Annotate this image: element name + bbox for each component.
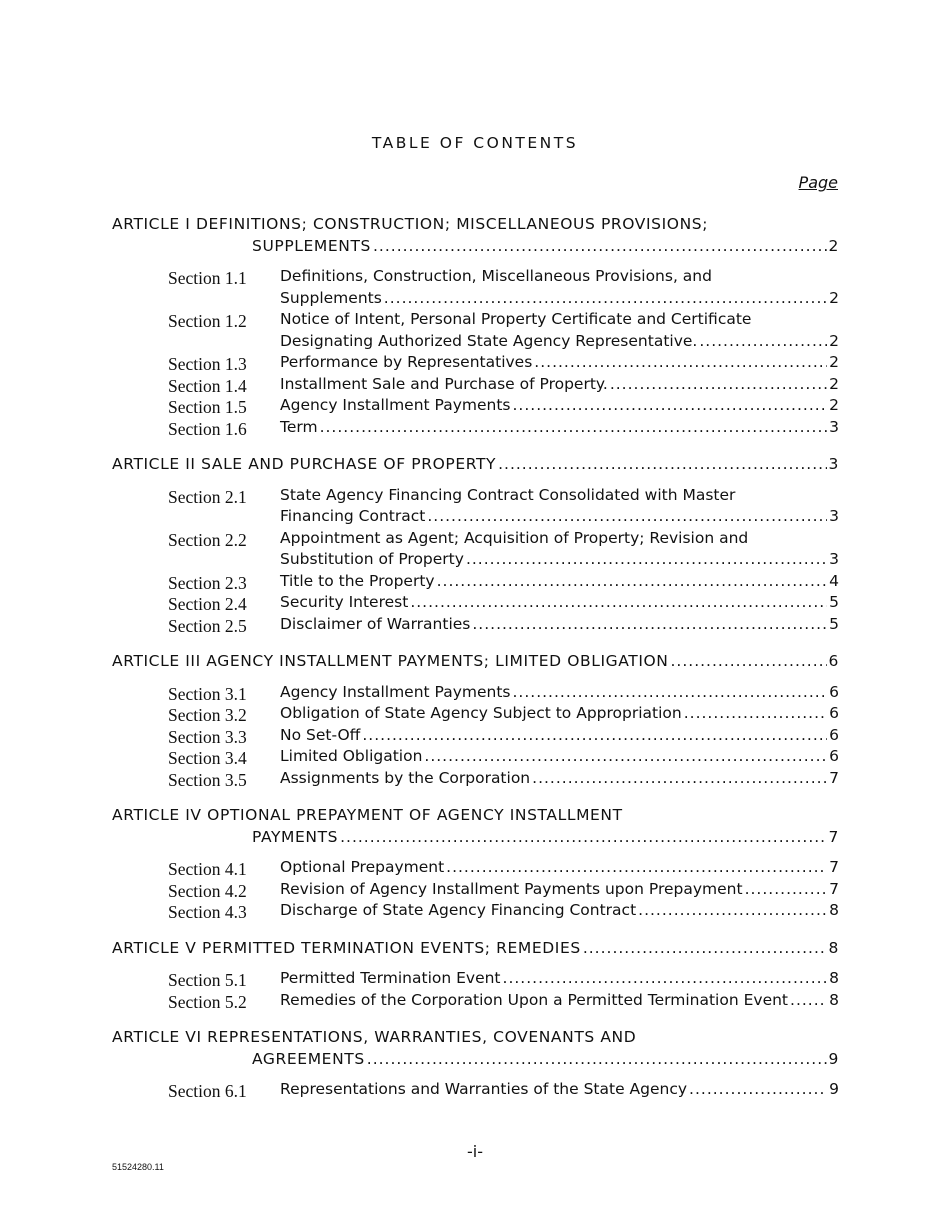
article-heading-text: ARTICLE IV OPTIONAL PREPAYMENT OF AGENCY INSTALLMENT [112, 806, 623, 824]
article-heading-cont-line [112, 1049, 839, 1071]
toc-section-entry[interactable] [112, 857, 839, 879]
toc-section-entry[interactable] [112, 900, 839, 922]
section-title-block [280, 374, 839, 396]
article-heading-line [112, 938, 839, 960]
section-title-block [280, 703, 839, 725]
section-title-text: Limited Obligation [280, 747, 423, 765]
toc-section-entry[interactable] [112, 968, 839, 990]
toc-section-entry[interactable] [112, 768, 839, 790]
section-title-text: Assignments by the Corporation [280, 768, 531, 787]
section-title-line [280, 1079, 839, 1101]
toc-article[interactable] [112, 938, 839, 960]
article-sections [112, 682, 839, 790]
section-title-page-number: 2 [829, 396, 839, 414]
section-number: Section 2.1 [168, 486, 247, 507]
section-title-line [280, 417, 839, 439]
section-title-block [280, 417, 839, 439]
toc-section-entry[interactable] [112, 352, 839, 374]
toc-section-entry[interactable] [112, 571, 839, 593]
article-heading-line [112, 1027, 839, 1049]
section-title-cont-text: Supplements [280, 288, 382, 307]
section-title-page-number: 9 [829, 1080, 839, 1098]
section-title-text: Discharge of State Agency Financing Contract [280, 901, 637, 919]
toc-article[interactable] [112, 454, 839, 476]
section-title-cont-page-number: 2 [829, 331, 839, 350]
section-title-page-number: 7 [829, 768, 839, 787]
section-title-line [280, 374, 839, 396]
page-column-label: Page [798, 173, 838, 192]
section-title-cont-line [280, 506, 839, 528]
section-number: Section 5.1 [168, 970, 247, 990]
section-number: Section 2.5 [168, 615, 247, 636]
article-heading-page-number: 8 [828, 938, 839, 957]
section-title-page-number: 2 [829, 353, 839, 371]
section-title-page-number: 2 [829, 374, 839, 393]
dot-leader [638, 900, 827, 922]
section-title-line [280, 395, 839, 417]
section-number: Section 3.5 [168, 769, 247, 790]
table-of-contents [112, 210, 839, 1117]
section-title-line [280, 352, 839, 374]
section-title-text: State Agency Financing Contract Consolidated with Master [280, 485, 736, 504]
dot-leader [684, 703, 827, 725]
section-title-page-number: 8 [829, 969, 839, 987]
section-title-block [280, 746, 839, 768]
article-sections [112, 485, 839, 636]
section-title-text: Security Interest [280, 593, 409, 611]
section-title-line [280, 768, 839, 790]
section-title-line [280, 614, 839, 636]
section-title-text: Optional Prepayment [280, 858, 445, 876]
section-title-block [280, 768, 839, 790]
section-number: Section 1.2 [168, 311, 247, 331]
article-heading-cont-page-number: 9 [828, 1049, 839, 1068]
section-title-block [280, 309, 839, 352]
dot-leader [384, 288, 827, 310]
section-number: Section 1.1 [168, 268, 247, 288]
toc-section-entry[interactable] [112, 725, 839, 747]
document-id: 51524280.11 [112, 1162, 164, 1172]
section-title-line [280, 968, 839, 990]
section-title-page-number: 7 [829, 879, 839, 898]
section-title-page-number: 7 [829, 858, 839, 876]
section-title-cont-page-number: 2 [829, 288, 839, 307]
section-title-block [280, 682, 839, 704]
section-title-line [280, 592, 839, 614]
section-title-page-number: 8 [829, 990, 839, 1009]
article-heading-text: ARTICLE III AGENCY INSTALLMENT PAYMENTS; LIMITED OBLIGATION [112, 652, 669, 670]
dot-leader [340, 827, 826, 849]
section-title-block [280, 528, 839, 571]
section-title-block [280, 879, 839, 901]
section-title-cont-text: Substitution of Property [280, 550, 464, 568]
section-number: Section 6.1 [168, 1081, 247, 1101]
section-title-page-number: 8 [829, 901, 839, 919]
section-title-cont-line [280, 288, 839, 310]
section-title-block [280, 395, 839, 417]
toc-section-entry[interactable] [112, 309, 839, 352]
section-title-page-number: 5 [829, 593, 839, 611]
article-heading-text: ARTICLE VI REPRESENTATIONS, WARRANTIES, COVENANTS AND [112, 1028, 637, 1046]
section-title-cont-text: Designating Authorized State Agency Representative. [280, 331, 698, 350]
section-title-block [280, 266, 839, 309]
dot-leader [512, 682, 827, 704]
section-number: Section 3.3 [168, 726, 247, 747]
toc-section-entry[interactable] [112, 528, 839, 571]
section-title-block [280, 990, 839, 1012]
section-title-text: Appointment as Agent; Acquisition of Property; Revision and [280, 528, 749, 547]
section-number: Section 3.1 [168, 683, 247, 704]
section-title-block [280, 352, 839, 374]
section-title-line [280, 857, 839, 879]
toc-article[interactable] [112, 1027, 839, 1070]
toc-section-entry[interactable] [112, 266, 839, 309]
section-number: Section 5.2 [168, 991, 247, 1012]
article-heading-cont-line [112, 236, 839, 258]
section-title-line [280, 990, 839, 1012]
section-title-text: Revision of Agency Installment Payments upon Prepayment [280, 879, 743, 898]
section-title-line [280, 879, 839, 901]
section-title-block [280, 592, 839, 614]
section-number: Section 3.4 [168, 748, 247, 768]
article-heading-page-number: 3 [828, 455, 839, 473]
article-heading-cont-page-number: 2 [828, 236, 839, 255]
dot-leader [610, 374, 827, 396]
toc-section-entry[interactable] [112, 417, 839, 439]
dot-leader [745, 879, 828, 901]
section-title-text: Permitted Termination Event [280, 969, 501, 987]
section-title-block [280, 725, 839, 747]
section-title-text: No Set-Off [280, 725, 361, 744]
toc-section-entry[interactable] [112, 614, 839, 636]
article-heading-text: ARTICLE I DEFINITIONS; CONSTRUCTION; MISCELLANEOUS PROVISIONS; [112, 215, 709, 233]
article-heading-line [112, 651, 839, 673]
dot-leader [446, 857, 827, 879]
dot-leader [498, 454, 826, 476]
section-number: Section 1.3 [168, 354, 247, 374]
dot-leader [466, 549, 827, 571]
dot-leader [427, 506, 827, 528]
toc-title: TABLE OF CONTENTS [371, 134, 579, 152]
article-heading-cont-line [112, 827, 839, 849]
section-title-line [280, 682, 839, 704]
section-title-cont-line [280, 331, 839, 353]
section-number: Section 2.2 [168, 529, 247, 550]
section-title-page-number: 3 [829, 417, 839, 436]
section-number: Section 2.4 [168, 594, 247, 614]
section-title-text: Obligation of State Agency Subject to Appropriation [280, 704, 682, 722]
dot-leader [583, 938, 827, 960]
dot-leader [670, 651, 826, 673]
section-title-line [280, 485, 839, 507]
toc-section-entry[interactable] [112, 746, 839, 768]
dot-leader [424, 746, 827, 768]
article-sections [112, 266, 839, 438]
article-heading-page-number: 6 [828, 652, 839, 670]
section-title-line [280, 725, 839, 747]
article-heading-line [112, 454, 839, 476]
section-title-text: Notice of Intent, Personal Property Certificate and Certificate [280, 310, 752, 328]
dot-leader [503, 968, 828, 990]
toc-article[interactable] [112, 214, 839, 257]
section-title-text: Representations and Warranties of the State Agency [280, 1080, 688, 1098]
section-title-block [280, 857, 839, 879]
section-title-block [280, 614, 839, 636]
section-title-page-number: 6 [829, 725, 839, 744]
section-number: Section 4.2 [168, 880, 247, 901]
section-title-block [280, 1079, 839, 1101]
section-title-block [280, 900, 839, 922]
article-heading-line [112, 805, 839, 827]
toc-section-entry[interactable] [112, 703, 839, 725]
article-heading-cont-page-number: 7 [828, 827, 839, 846]
section-title-cont-text: Financing Contract [280, 507, 426, 525]
toc-section-entry[interactable] [112, 395, 839, 417]
article-heading-cont-text: SUPPLEMENTS [252, 236, 371, 255]
article-heading-text: ARTICLE II SALE AND PURCHASE OF PROPERTY [112, 455, 497, 473]
section-title-block [280, 571, 839, 593]
section-title-line [280, 528, 839, 550]
section-title-line [280, 309, 839, 331]
dot-leader [362, 725, 827, 747]
section-title-page-number: 4 [829, 571, 839, 590]
toc-section-entry[interactable] [112, 682, 839, 704]
section-title-line [280, 266, 839, 288]
section-title-text: Disclaimer of Warranties [280, 614, 471, 633]
article-heading-line [112, 214, 839, 236]
section-title-text: Remedies of the Corporation Upon a Permitted Termination Event [280, 990, 789, 1009]
section-number: Section 3.2 [168, 705, 247, 725]
section-title-text: Performance by Representatives [280, 353, 533, 371]
toc-section-entry[interactable] [112, 374, 839, 396]
dot-leader [532, 768, 827, 790]
toc-section-entry[interactable] [112, 1079, 839, 1101]
toc-section-entry[interactable] [112, 485, 839, 528]
article-heading-cont-text: AGREEMENTS [252, 1049, 365, 1068]
section-title-line [280, 746, 839, 768]
section-title-page-number: 6 [829, 747, 839, 765]
dot-leader [534, 352, 827, 374]
section-number: Section 1.4 [168, 375, 247, 396]
section-title-page-number: 6 [829, 682, 839, 701]
section-title-text: Agency Installment Payments [280, 396, 511, 414]
section-title-cont-line [280, 549, 839, 571]
section-title-text: Agency Installment Payments [280, 682, 511, 701]
section-title-block [280, 485, 839, 528]
section-number: Section 1.6 [168, 418, 247, 439]
dot-leader [699, 331, 827, 353]
section-title-page-number: 5 [829, 614, 839, 633]
article-sections [112, 968, 839, 1011]
section-title-cont-page-number: 3 [829, 550, 839, 568]
section-title-line [280, 900, 839, 922]
section-title-line [280, 703, 839, 725]
section-number: Section 1.5 [168, 397, 247, 417]
toc-section-entry[interactable] [112, 990, 839, 1012]
dot-leader [689, 1079, 827, 1101]
toc-section-entry[interactable] [112, 592, 839, 614]
dot-leader [367, 1049, 827, 1071]
section-title-line [280, 571, 839, 593]
dot-leader [437, 571, 828, 593]
toc-article[interactable] [112, 805, 839, 848]
article-heading-text: ARTICLE V PERMITTED TERMINATION EVENTS; REMEDIES [112, 938, 581, 957]
section-title-text: Term [280, 417, 318, 436]
article-sections [112, 1079, 839, 1101]
article-heading-cont-text: PAYMENTS [252, 827, 339, 846]
section-title-cont-page-number: 3 [829, 507, 839, 525]
toc-article[interactable] [112, 651, 839, 673]
section-title-block [280, 968, 839, 990]
dot-leader [410, 592, 827, 614]
section-number: Section 2.3 [168, 572, 247, 593]
section-title-text: Installment Sale and Purchase of Property. [280, 374, 608, 393]
section-title-text: Definitions, Construction, Miscellaneous Provisions, and [280, 267, 712, 285]
section-title-text: Title to the Property [280, 571, 435, 590]
dot-leader [373, 236, 827, 258]
toc-section-entry[interactable] [112, 879, 839, 901]
dot-leader [790, 990, 827, 1012]
section-number: Section 4.1 [168, 859, 247, 879]
dot-leader [472, 614, 827, 636]
article-sections [112, 857, 839, 922]
dot-leader [512, 395, 827, 417]
section-number: Section 4.3 [168, 902, 247, 922]
dot-leader [320, 417, 828, 439]
footer-page-number: -i- [467, 1142, 483, 1161]
section-title-page-number: 6 [829, 704, 839, 722]
